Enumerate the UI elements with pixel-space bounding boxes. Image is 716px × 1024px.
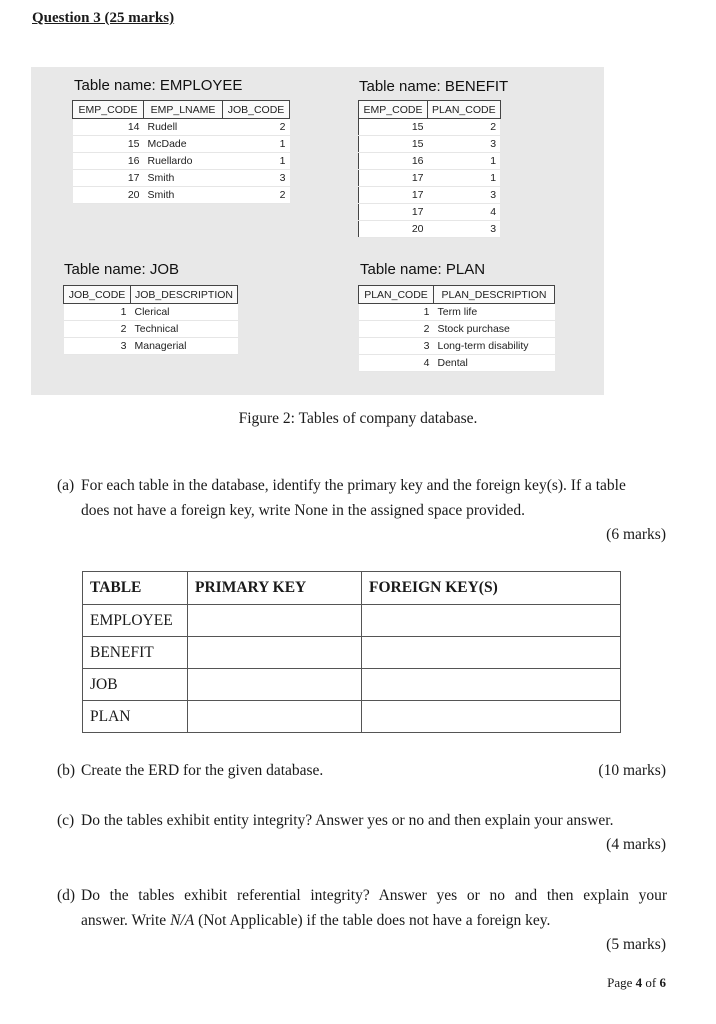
answer-header-foreign-keys: FOREIGN KEY(S) bbox=[362, 572, 621, 605]
part-a-text-line2: does not have a foreign key, write None in the assigned space provided. bbox=[81, 502, 526, 519]
cell: 1 bbox=[359, 304, 434, 321]
cell: 3 bbox=[428, 136, 501, 153]
page-footer bbox=[607, 975, 666, 991]
part-b-label: (b) bbox=[57, 762, 76, 779]
footer-page-total: 6 bbox=[659, 975, 666, 990]
benefit-table-title: Table name: BENEFIT bbox=[359, 78, 509, 95]
part-c-marks: (4 marks) bbox=[606, 836, 666, 853]
answer-row-label: PLAN bbox=[83, 701, 188, 733]
table-row bbox=[73, 170, 290, 187]
benefit-table bbox=[358, 100, 501, 238]
cell: 3 bbox=[223, 170, 290, 187]
cell: 20 bbox=[359, 221, 428, 238]
foreign-key-answer-cell[interactable] bbox=[362, 669, 621, 701]
table-row bbox=[83, 701, 621, 733]
cell: Long-term disability bbox=[434, 338, 555, 355]
employee-header-emp-code: EMP_CODE bbox=[73, 101, 144, 119]
table-row bbox=[359, 170, 501, 187]
cell: Term life bbox=[434, 304, 555, 321]
part-d-text-line1: Do the tables exhibit referential integrity? Answer yes or no and then explain your bbox=[81, 887, 667, 904]
part-d-label: (d) bbox=[57, 887, 76, 904]
table-row bbox=[359, 338, 555, 355]
cell: 17 bbox=[359, 204, 428, 221]
table-row bbox=[359, 355, 555, 372]
cell: 2 bbox=[223, 119, 290, 136]
cell: 1 bbox=[223, 136, 290, 153]
answer-row-label: EMPLOYEE bbox=[83, 605, 188, 637]
cell: 2 bbox=[428, 119, 501, 136]
foreign-key-answer-cell[interactable] bbox=[362, 701, 621, 733]
cell: 17 bbox=[73, 170, 144, 187]
answer-table bbox=[82, 571, 621, 733]
primary-key-answer-cell[interactable] bbox=[188, 605, 362, 637]
table-row bbox=[359, 221, 501, 238]
cell: Technical bbox=[131, 321, 238, 338]
answer-row-label: BENEFIT bbox=[83, 637, 188, 669]
table-row bbox=[359, 187, 501, 204]
answer-row-label: JOB bbox=[83, 669, 188, 701]
cell: Smith bbox=[144, 170, 223, 187]
job-header-job-description: JOB_DESCRIPTION bbox=[131, 286, 238, 304]
cell: 1 bbox=[64, 304, 131, 321]
table-row bbox=[64, 304, 238, 321]
cell: 16 bbox=[73, 153, 144, 170]
table-row bbox=[83, 605, 621, 637]
table-row bbox=[359, 119, 501, 136]
table-row bbox=[73, 187, 290, 204]
job-table-title: Table name: JOB bbox=[64, 261, 180, 278]
part-a-label: (a) bbox=[57, 477, 75, 494]
footer-page-number: 4 bbox=[635, 975, 643, 990]
cell: Clerical bbox=[131, 304, 238, 321]
job-table bbox=[63, 285, 238, 355]
table-row bbox=[359, 136, 501, 153]
cell: 15 bbox=[359, 136, 428, 153]
answer-header-primary-key: PRIMARY KEY bbox=[188, 572, 362, 605]
figure-panel bbox=[31, 67, 604, 395]
table-row bbox=[73, 136, 290, 153]
part-c-text: Do the tables exhibit entity integrity? Answer yes or no and then explain your answer. bbox=[81, 812, 614, 829]
cell: 1 bbox=[428, 153, 501, 170]
cell: 2 bbox=[223, 187, 290, 204]
table-row bbox=[359, 153, 501, 170]
plan-header-plan-description: PLAN_DESCRIPTION bbox=[434, 286, 555, 304]
benefit-header-emp-code: EMP_CODE bbox=[359, 101, 428, 119]
cell: McDade bbox=[144, 136, 223, 153]
cell: 4 bbox=[428, 204, 501, 221]
table-row bbox=[359, 304, 555, 321]
part-d-text-italic: N/A bbox=[170, 912, 195, 929]
cell: 3 bbox=[428, 187, 501, 204]
part-b-marks: (10 marks) bbox=[598, 762, 666, 779]
footer-of-word: of bbox=[645, 975, 657, 990]
cell: 1 bbox=[428, 170, 501, 187]
plan-table bbox=[358, 285, 555, 372]
table-row bbox=[73, 119, 290, 136]
foreign-key-answer-cell[interactable] bbox=[362, 605, 621, 637]
employee-header-job-code: JOB_CODE bbox=[223, 101, 290, 119]
job-header-job-code: JOB_CODE bbox=[64, 286, 131, 304]
cell: 1 bbox=[223, 153, 290, 170]
cell: 20 bbox=[73, 187, 144, 204]
plan-table-title: Table name: PLAN bbox=[360, 261, 486, 278]
cell: 4 bbox=[359, 355, 434, 372]
part-b-text: Create the ERD for the given database. bbox=[81, 762, 324, 779]
cell: 2 bbox=[359, 321, 434, 338]
plan-header-plan-code: PLAN_CODE bbox=[359, 286, 434, 304]
cell: Rudell bbox=[144, 119, 223, 136]
part-d-text-after: (Not Applicable) if the table does not have a foreign key. bbox=[194, 912, 551, 929]
table-row bbox=[64, 321, 238, 338]
foreign-key-answer-cell[interactable] bbox=[362, 637, 621, 669]
employee-table bbox=[72, 100, 290, 204]
cell: 15 bbox=[73, 136, 144, 153]
answer-header-table: TABLE bbox=[83, 572, 188, 605]
table-row bbox=[359, 204, 501, 221]
cell: Smith bbox=[144, 187, 223, 204]
cell: Stock purchase bbox=[434, 321, 555, 338]
cell: 2 bbox=[64, 321, 131, 338]
part-d-text-before: answer. Write bbox=[81, 912, 171, 929]
cell: Managerial bbox=[131, 338, 238, 355]
table-row bbox=[73, 153, 290, 170]
employee-table-title: Table name: EMPLOYEE bbox=[74, 77, 243, 94]
cell: 16 bbox=[359, 153, 428, 170]
table-row bbox=[64, 338, 238, 355]
footer-page-word: Page bbox=[607, 975, 633, 990]
part-a-text-line1: For each table in the database, identify the primary key and the foreign key(s). If a table bbox=[81, 477, 626, 494]
cell: Ruellardo bbox=[144, 153, 223, 170]
cell: 14 bbox=[73, 119, 144, 136]
cell: 15 bbox=[359, 119, 428, 136]
primary-key-answer-cell[interactable] bbox=[188, 637, 362, 669]
part-d-marks: (5 marks) bbox=[606, 936, 666, 953]
part-c-label: (c) bbox=[57, 812, 75, 829]
figure-caption: Figure 2: Tables of company database. bbox=[238, 410, 478, 427]
question-title: Question 3 (25 marks) bbox=[32, 10, 175, 26]
table-row bbox=[83, 669, 621, 701]
cell: 3 bbox=[359, 338, 434, 355]
table-row bbox=[83, 637, 621, 669]
cell: 17 bbox=[359, 187, 428, 204]
primary-key-answer-cell[interactable] bbox=[188, 701, 362, 733]
part-a-marks: (6 marks) bbox=[606, 526, 666, 543]
part-d-text-line2 bbox=[81, 908, 550, 933]
table-row bbox=[359, 321, 555, 338]
employee-header-emp-lname: EMP_LNAME bbox=[144, 101, 223, 119]
primary-key-answer-cell[interactable] bbox=[188, 669, 362, 701]
cell: 3 bbox=[428, 221, 501, 238]
cell: 17 bbox=[359, 170, 428, 187]
benefit-header-plan-code: PLAN_CODE bbox=[428, 101, 501, 119]
cell: 3 bbox=[64, 338, 131, 355]
cell: Dental bbox=[434, 355, 555, 372]
